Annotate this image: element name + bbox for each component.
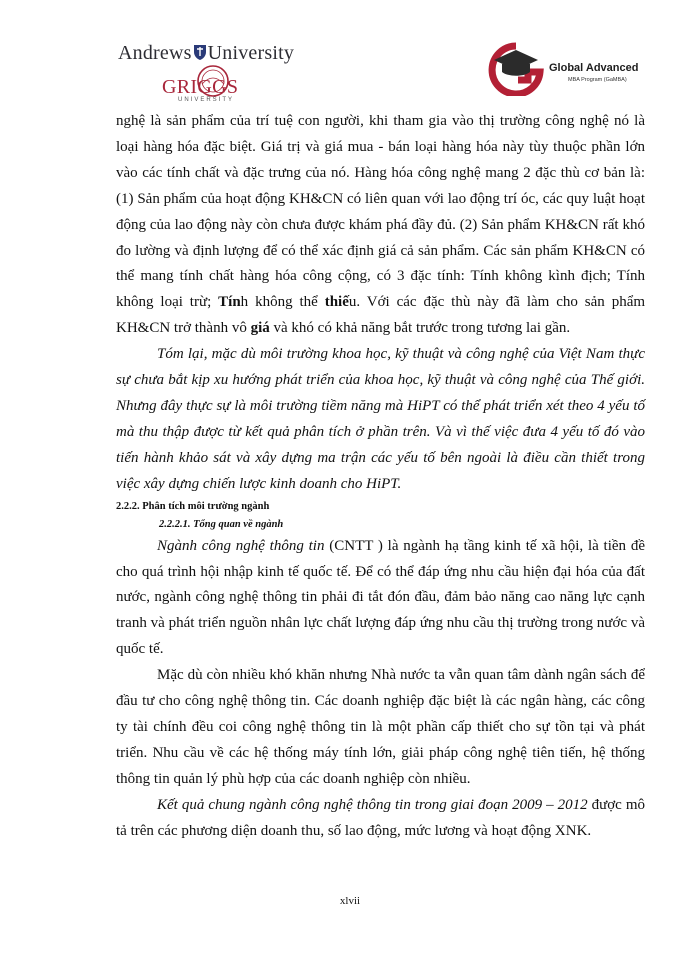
gamba-title: Global Advanced	[549, 62, 639, 74]
gamba-logo-icon	[488, 42, 544, 96]
paragraph-it-industry: Ngành công nghệ thông tin (CNTT ) là ngành hạ tầng kinh tế xã hội, là tiền đề cho quá trình hội nhập kinh tế quốc tế. Để có thể đáp ứng nhu cầu hiện đại hóa của đất nước, ngành công nghệ thông tin phải đi tắt đón đầu, đảm bảo năng cao năng lực cạnh tranh và phát triển nguồn nhân lực chất lượng đáp ứng nhu cầu thị trường trong nước và quốc tế.	[116, 537, 645, 658]
paragraph-investment: Mặc dù còn nhiều khó khăn nhưng Nhà nước ta vẫn quan tâm dành ngân sách để đầu tư cho công nghệ thông tin. Các doanh nghiệp đặc biệt là các ngân hàng, các công ty tài chính đều coi công nghệ thông tin là một phần cấp thiết cho sự tồn tại và phát triển. Nhu cầu về các hệ thống máy tính lớn, giải pháp công nghệ tiên tiến, hệ thống thông tin quản lý phù hợp của các doanh nghiệp còn nhiều.	[116, 667, 645, 787]
heading-2-2-2: 2.2.2. Phân tích môi trường ngành	[116, 500, 270, 512]
paragraph-summary: Tóm lại, mặc dù môi trường khoa học, kỹ thuật và công nghệ của Việt Nam thực sự chưa bắt kịp xu hướng phát triển của khoa học, kỹ thuật và công nghệ của Thế giới. Nhưng đây thực sự là môi trường tiềm năng mà HiPT có thể phát triển xét theo 4 yếu tố mà thu thập được từ kết quả phân tích ở phần trên. Và vì thế việc đưa 4 yếu tố đó vào tiến hành khảo sát và xây dựng ma trận các yếu tố bên ngoài là điều cần thiết trong việc xây dựng chiến lược kinh doanh cho HiPT.	[116, 346, 645, 492]
griggs-subtitle: UNIVERSITY	[178, 97, 235, 103]
page-header	[0, 0, 700, 108]
griggs-university-logo	[160, 62, 240, 106]
paragraph-results: Kết quả chung ngành công nghệ thông tin trong giai đoạn 2009 – 2012 được mô tả trên các phương diện doanh thu, số lao động, mức lương và hoạt động XNK.	[116, 796, 645, 839]
page-number: xlvii	[339, 895, 361, 907]
gamba-subtitle: MBA Program (GaMBA)	[568, 77, 627, 83]
logo-text-andrews: Andrews	[118, 42, 192, 64]
document-body	[116, 109, 645, 844]
griggs-wordmark: GRIGGS	[162, 76, 239, 98]
andrews-shield-icon	[193, 44, 207, 61]
heading-2-2-2-1: 2.2.2.1. Tổng quan về ngành	[159, 518, 284, 530]
paragraph-1: nghệ là sản phẩm của trí tuệ con người, khi tham gia vào thị trường công nghệ nó là loại hàng hóa đặc biệt. Giá trị và giá mua - bán loại hàng hóa này tùy thuộc phần lớn vào các tính chất và đặc trưng của nó. Hàng hóa công nghệ mang 2 đặc thù cơ bản là: (1) Sản phẩm của hoạt động KH&CN có liên quan với lao động trí óc, các quy luật hoạt động của lao động này còn chưa được khám phá đầy đủ. (2) Sản phẩm KH&CN rất khó đo lường và định lượng để có thể xác định giá cả sản phẩm. Các sản phẩm KH&CN có thể mang tính chất hàng hóa công cộng, có 3 đặc tính: Tính không kình địch; Tính không loại trừ; Tính không thể thiếu. Với các đặc thù này đã làm cho sản phẩm KH&CN trở thành vô giá và khó có khả năng bắt trước trong tương lai gần.	[116, 113, 646, 337]
logo-text-university: University	[207, 42, 295, 64]
